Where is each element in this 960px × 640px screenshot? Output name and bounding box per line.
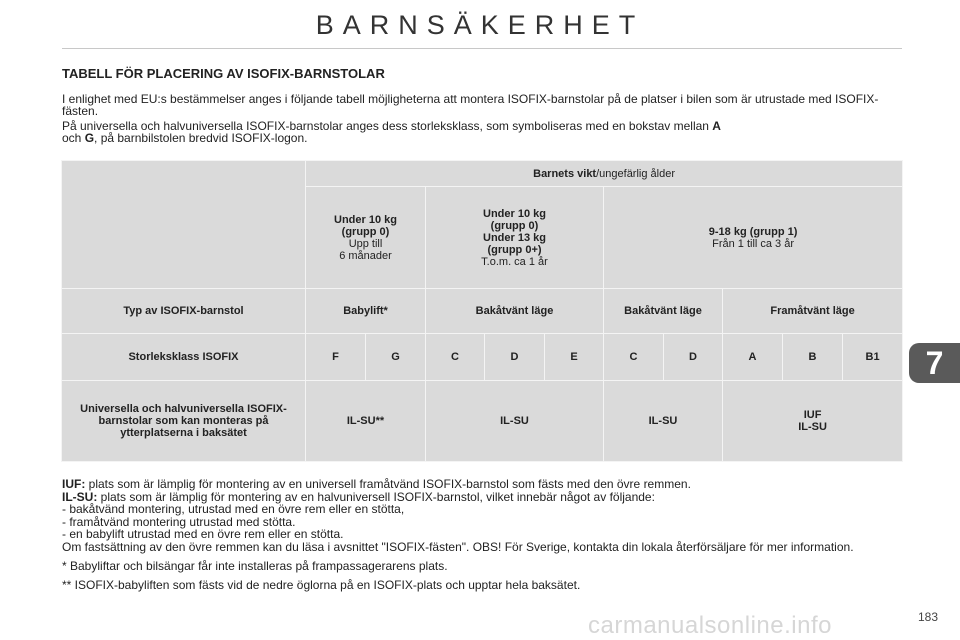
size-cell: B [783,333,843,380]
table-row-size [62,333,903,380]
weight-header-cell [306,161,903,187]
table-row-usage [62,380,903,461]
footnote-2: ** ISOFIX-babyliften som fästs vid de nedre öglorna på en ISOFIX-plats och upptar hela baksätet. [62,577,581,592]
footnote-1: * Babyliftar och bilsängar får inte installeras på frampassagerarens plats. [62,559,448,573]
usage-cell-forward-facing [723,380,903,461]
usage-cell-babylift: IL-SU** [306,380,426,461]
size-cell: E [545,333,604,380]
weight-header-rest: /ungefärlig ålder [596,167,675,180]
note-ilsu-text: plats som är lämplig för montering av en halvuniversell ISOFIX-barnstol, vilket innebär något av följande: [97,489,655,504]
group0-group: (grupp 0) [341,225,390,238]
group1-age: T.o.m. ca 1 år [481,255,548,268]
header-divider [62,48,902,49]
usage-forward-line2: IL-SU [798,420,827,433]
page-title: BARNSÄKERHET [315,10,645,40]
intro-p2-start: På universella och halvuniversella ISOFIX-barnstolar anges dess storleksklass, som symboliseras med en bokstav mellan [62,119,713,133]
group0-age-line2: 6 månader [339,249,392,262]
group-cell-1 [426,187,604,289]
intro-p2-end: , på barnbilstolen bredvid ISOFIX-logon. [94,131,308,145]
size-cell: G [366,333,426,380]
size-cell: C [426,333,485,380]
size-letter-g: G [84,131,95,145]
note-ilsu-term: IL-SU: [62,489,98,504]
page-number: 183 [918,610,939,624]
note-bullet: - en babylift utrustad med en övre rem eller en stötta. [62,527,344,541]
isofix-table [61,160,903,462]
usage-cell-rear-facing-1: IL-SU [426,380,604,461]
group2-age: Från 1 till ca 3 år [712,237,795,250]
weight-header-bold: Barnets vikt [533,167,597,180]
group2-weight: 9-18 kg (grupp 1) [708,225,798,238]
size-letter-a: A [712,119,721,133]
intro-p2-and: och [62,131,85,145]
type-cell-forward-facing: Framåtvänt läge [723,289,903,334]
group-cell-2 [604,187,903,289]
table-row-type [62,289,903,334]
size-cell: B1 [843,333,903,380]
size-cell: D [664,333,723,380]
chapter-tab: 7 [909,343,960,383]
section-title: TABELL FÖR PLACERING AV ISOFIX-BARNSTOLAR [62,66,385,81]
intro-paragraph-1: I enlighet med EU:s bestämmelser anges i följande tabell möjligheterna att montera ISOFIX-barnstolar på de platser i bilen som är utrustade med ISOFIX-fästen. [62,92,879,118]
type-cell-babylift: Babylift* [306,289,426,334]
group-cell-0 [306,187,426,289]
note-iuf-text: plats som är lämplig för montering av en universell framåtvänd ISOFIX-barnstol som fästs med den övre remmen. [85,477,691,491]
group1-group-a: (grupp 0) [490,219,539,232]
note-fastening: Om fastsättning av den övre remmen kan du läsa i avsnittet "ISOFIX-fästen". OBS! För Sverige, kontakta din lokala återförsäljare för mer information. [62,539,854,554]
group1-weight-a: Under 10 kg [483,207,546,220]
note-iuf-term: IUF: [62,477,86,491]
usage-cell-rear-facing-2: IL-SU [604,380,723,461]
group1-weight-b: Under 13 kg [483,231,546,244]
size-cell: C [604,333,664,380]
type-cell-rear-facing-1: Bakåtvänt läge [426,289,604,334]
usage-forward-line1: IUF [803,408,822,421]
table-row-weight-header [62,161,903,187]
group1-group-b: (grupp 0+) [487,243,542,256]
size-row-label: Storleksklass ISOFIX [62,333,306,380]
group0-age-line1: Upp till [348,237,383,250]
intro-text [62,93,902,144]
note-bullet: - framåtvänd montering utrustad med stötta. [62,514,296,529]
type-cell-rear-facing-2: Bakåtvänt läge [604,289,723,334]
note-bullet: - bakåtvänd montering, utrustad med en övre rem eller en stötta, [62,502,405,516]
size-cell: F [306,333,366,380]
watermark: carmanualsonline.info [588,612,832,639]
group0-weight: Under 10 kg [334,213,397,226]
size-cell: D [485,333,545,380]
type-row-label: Typ av ISOFIX-barnstol [62,289,306,334]
notes [62,478,902,591]
intro-paragraph-2 [62,120,902,144]
size-cell: A [723,333,783,380]
usage-row-label: Universella och halvuniversella ISOFIX-barnstolar som kan monteras på ytterplatserna i baksätet [62,380,306,461]
table-corner-cell [62,161,306,289]
